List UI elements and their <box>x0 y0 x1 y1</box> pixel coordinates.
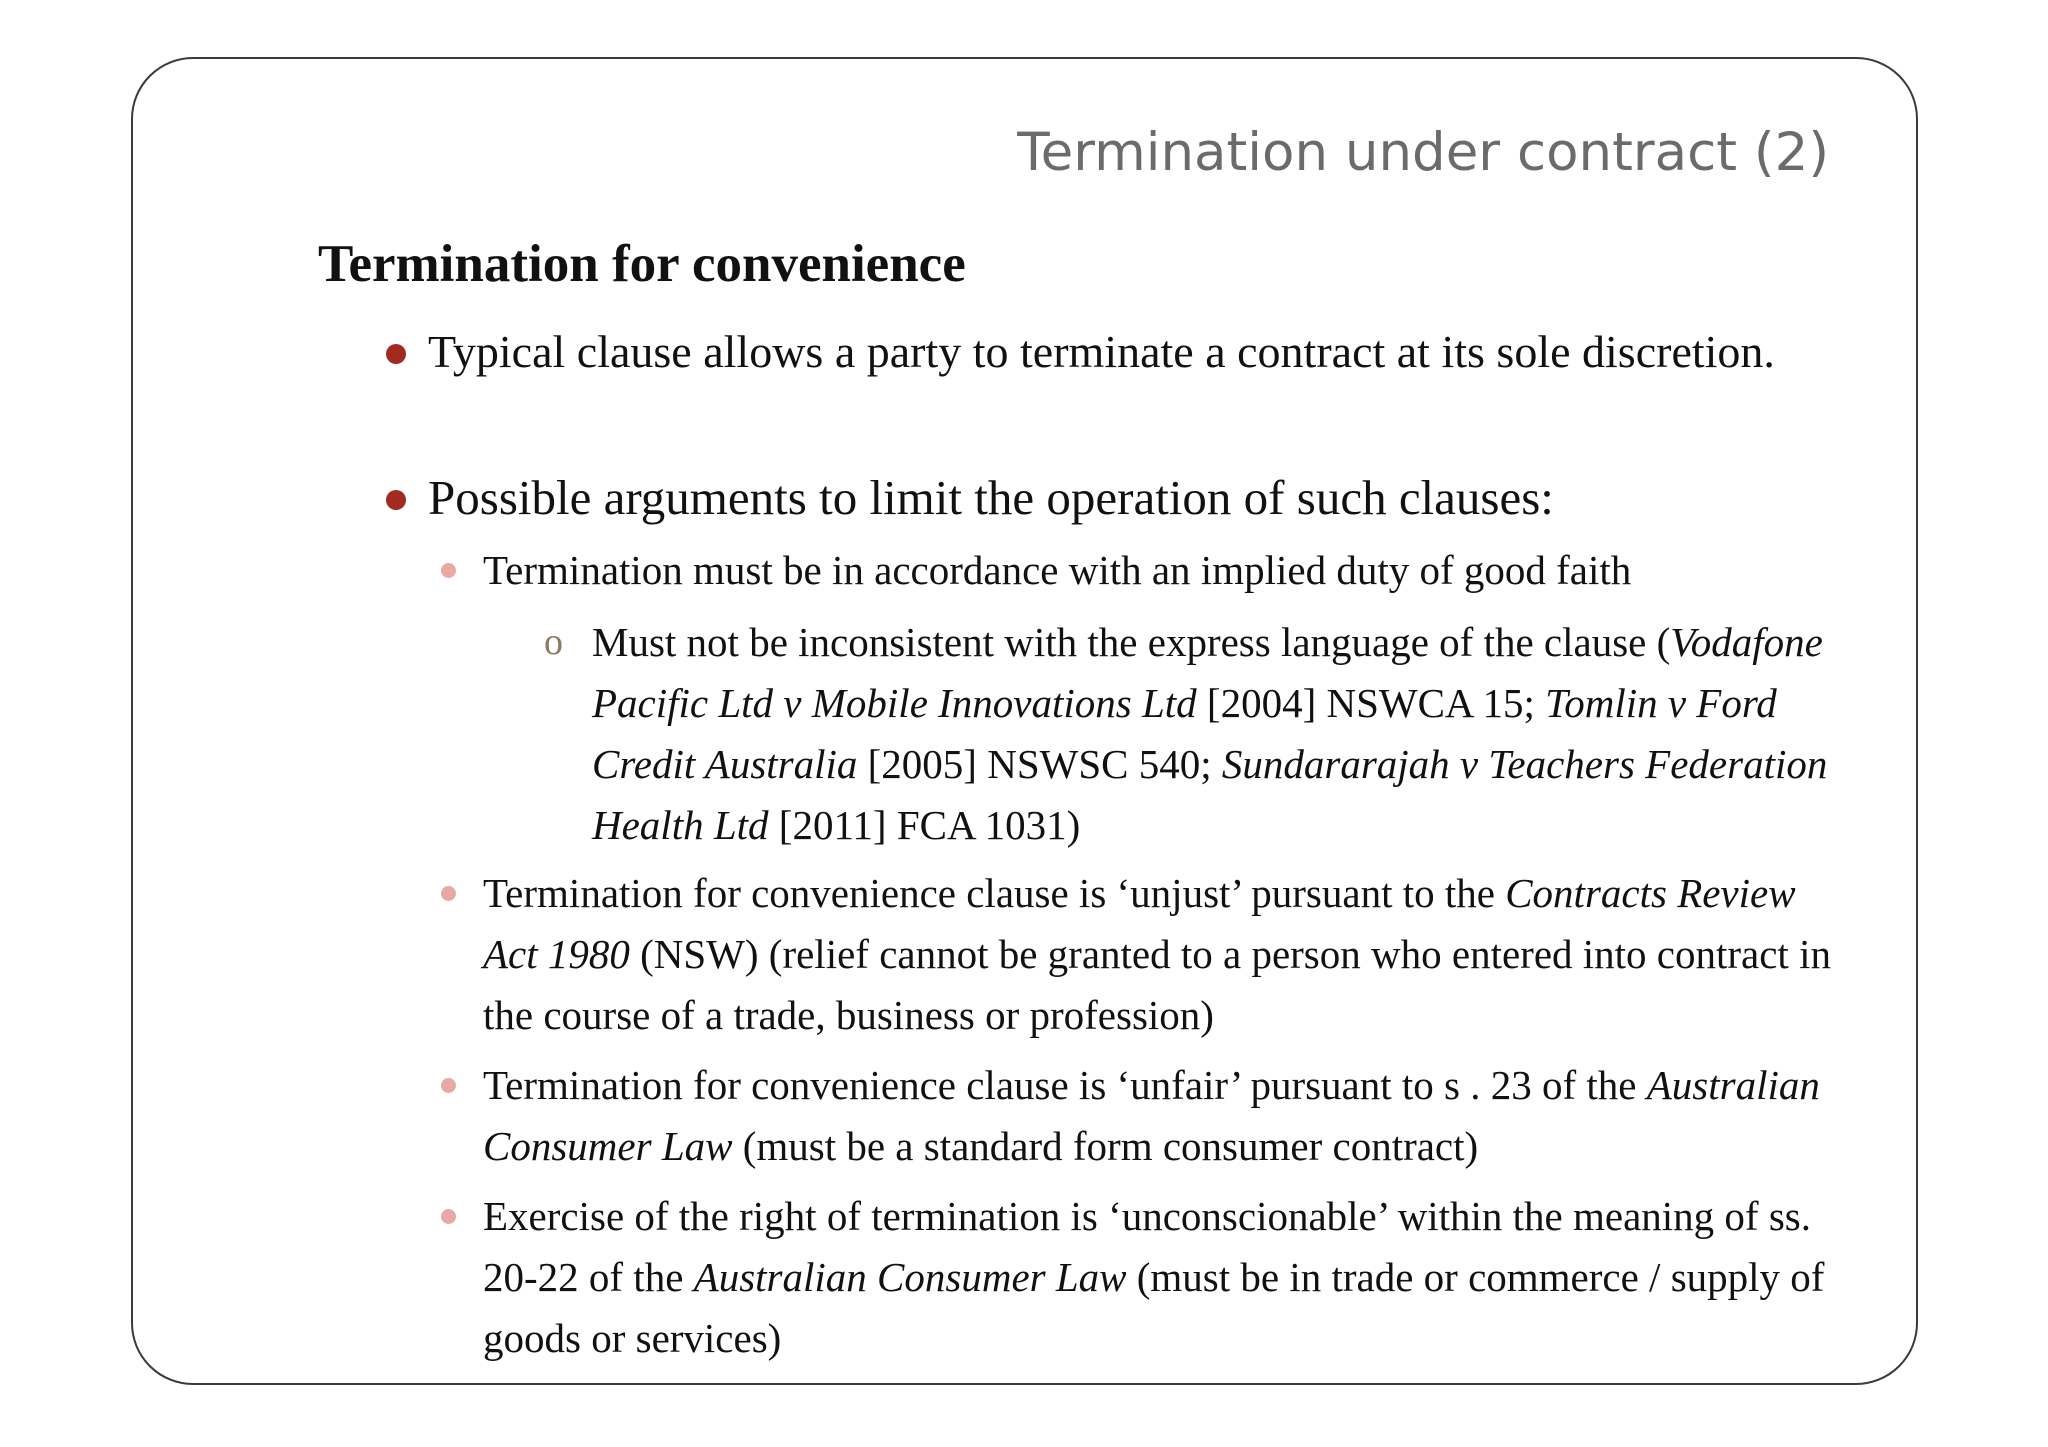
sub-sub-bullet-item <box>544 612 1842 856</box>
text-run: [2005] NSWSC 540; <box>857 741 1222 787</box>
bullet-text: Typical clause allows a party to terminate a contract at its sole discretion. <box>428 326 1775 377</box>
section-heading: Termination for convenience <box>318 235 966 293</box>
case-citation: Vodafone Pacific Ltd v Mobile Innovations Ltd <box>592 619 1823 726</box>
act-citation: Australian Consumer Law <box>693 1254 1127 1300</box>
bullet-dot-icon <box>386 344 406 364</box>
text-run: Termination for convenience clause is ‘unjust’ pursuant to the <box>483 870 1506 916</box>
text-run: (NSW) (relief cannot be granted to a person who entered into contract in the course of a trade, business or profession) <box>483 931 1831 1038</box>
sub-bullet-dot-icon <box>441 1209 456 1224</box>
sub-bullet-item <box>483 540 1843 601</box>
sub-bullet-dot-icon <box>441 563 456 578</box>
sub-bullet-dot-icon <box>441 886 456 901</box>
slide-title: Termination under contract (2) <box>1017 122 1829 183</box>
bullet-text: Possible arguments to limit the operation of such clauses: <box>428 470 1554 525</box>
case-citation: Tomlin v Ford Credit Australia <box>592 680 1777 787</box>
sub-bullet-text: Termination must be in accordance with an implied duty of good faith <box>483 547 1632 593</box>
text-run: [2011] FCA 1031) <box>768 802 1081 848</box>
bullet-item <box>428 319 1828 384</box>
act-citation: Australian Consumer Law <box>483 1062 1820 1169</box>
text-run: Termination for convenience clause is ‘unfair’ pursuant to s . 23 of the <box>483 1062 1647 1108</box>
text-run: (must be in trade or commerce / supply of goods or services) <box>483 1254 1825 1361</box>
text-run: (must be a standard form consumer contract) <box>732 1123 1479 1169</box>
text-run: Must not be inconsistent with the express language of the clause ( <box>592 619 1671 665</box>
sub-bullet-item <box>483 863 1843 1046</box>
sub-bullet-dot-icon <box>441 1078 456 1093</box>
sub-bullet-item <box>483 1186 1843 1369</box>
act-citation: Contracts Review Act 1980 <box>483 870 1796 977</box>
bullet-item <box>428 465 1828 530</box>
bullet-dot-icon <box>386 490 406 510</box>
case-citation: Sundararajah v Teachers Federation Health Ltd <box>592 741 1828 848</box>
text-run: [2004] NSWCA 15; <box>1196 680 1546 726</box>
circle-marker-icon: o <box>544 621 563 663</box>
sub-bullet-item <box>483 1055 1843 1177</box>
text-run: Exercise of the right of termination is ‘unconscionable’ within the meaning of ss. 20-22 of the <box>483 1193 1811 1300</box>
